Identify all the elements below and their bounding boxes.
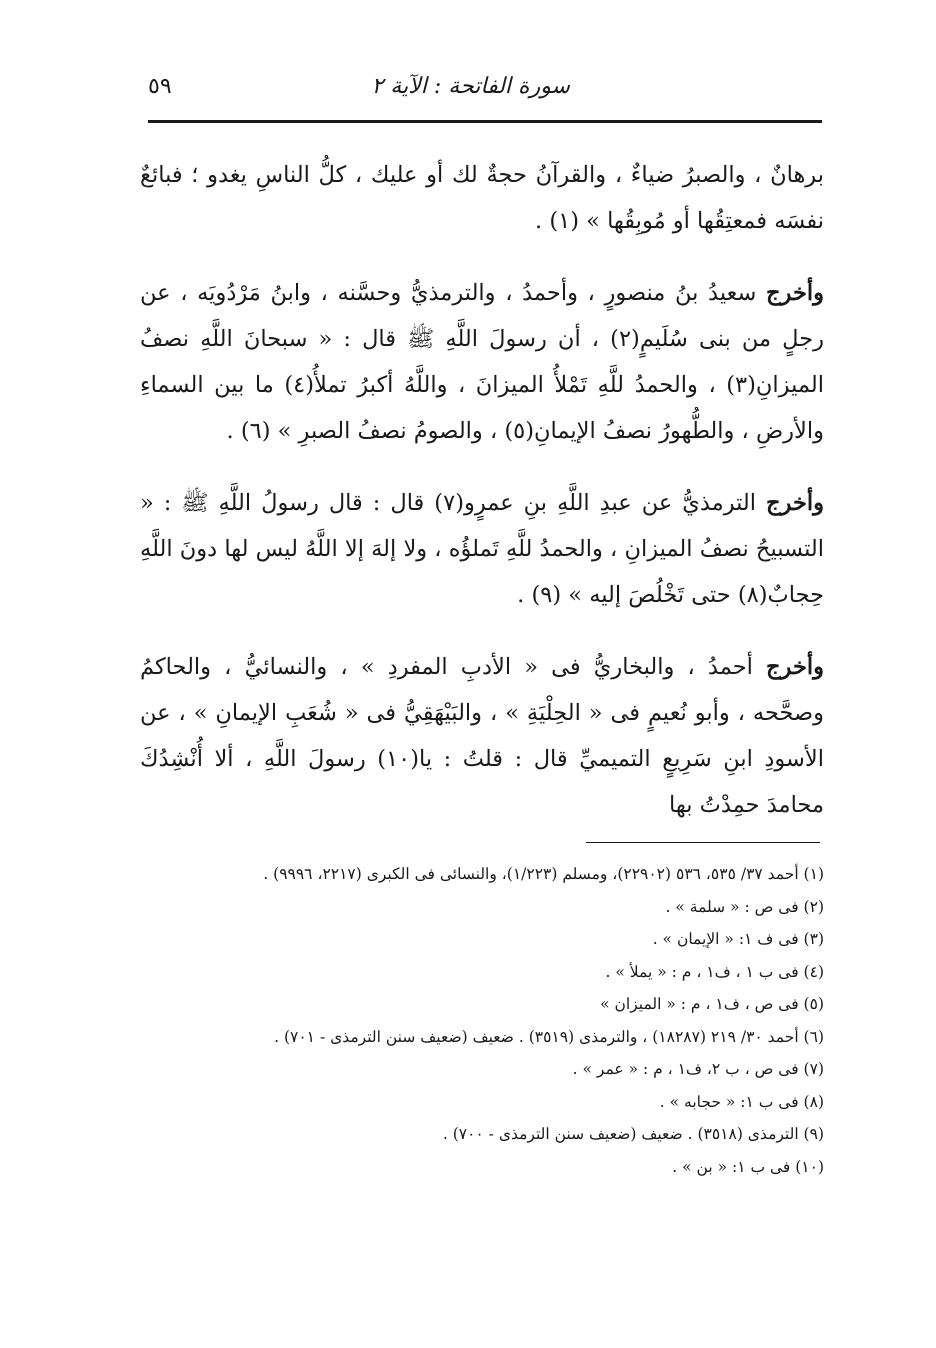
footnote-2: (٢) فى ص : « سلمة » . bbox=[665, 897, 824, 916]
paragraph-end: (٦) . bbox=[226, 418, 271, 444]
footnote-4: (٤) فى ب ١ ، ف١ ، م : « يملأ » . bbox=[605, 962, 824, 981]
footnote-10: (١٠) فى ب ١: « بن » . bbox=[672, 1157, 824, 1176]
header-rule bbox=[148, 120, 822, 123]
running-title: سورة الفاتحة : الآية ٢ bbox=[371, 74, 570, 99]
paragraph-lead: وأخرج bbox=[766, 654, 824, 680]
footnote-6: (٦) أحمد ٣٠/ ٢١٩ (١٨٢٨٧) ، والترمذى (٣٥١٩) . ضعيف (ضعيف سنن الترمذى - ٧٠١) . bbox=[274, 1027, 824, 1046]
footnotes bbox=[140, 858, 824, 1183]
paragraph-end: (٩) . bbox=[517, 582, 562, 608]
page-number: ٥٩ bbox=[148, 74, 172, 99]
paragraph-4 bbox=[140, 644, 824, 828]
footnote-rule bbox=[586, 842, 820, 843]
paragraph-1 bbox=[140, 152, 824, 244]
footnote-9: (٩) الترمذى (٣٥١٨) . ضعيف (ضعيف سنن الترمذى - ٧٠٠) . bbox=[442, 1125, 824, 1143]
footnote-1: (١) أحمد ٣٧/ ٥٣٥، ٥٣٦ (٢٢٩٠٢)، ومسلم (١/٢٢٣)، والنسائى فى الكبرى (٢٢١٧، ٩٩٩٦) . bbox=[263, 865, 824, 883]
paragraph-text: سعيدُ بنُ منصورٍ ، وأحمدُ ، والترمذيُّ وحسَّنه ، وابنُ مَرْدُويَه ، عن رجلٍ من بنى سُلَيمٍ(٢) ، أن رسولَ اللَّهِ ﷺ قال : « سبحانَ اللَّهِ نصفُ الميزانِ(٣) ، والحمدُ للَّهِ تَمْلأُ الميزانَ ، واللَّهُ أكبرُ تملأُ(٤) ما بين السماءِ والأرضِ ، والطُّهورُ نصفُ الإيمانِ(٥) ، والصومُ نصفُ الصبرِ » bbox=[140, 280, 824, 444]
paragraph-lead: وأخرج bbox=[766, 280, 824, 306]
paragraph-text: الترمذيُّ عن عبدِ اللَّهِ بنِ عمرٍو(٧) قال : قال رسولُ اللَّهِ ﷺ : « التسبيحُ نصفُ الميزانِ ، والحمدُ للَّهِ تَملؤُه ، ولا إلهَ إلا اللَّهُ ليس لها دونَ اللَّهِ حِجابٌ(٨) حتى تَخْلُصَ إليه » bbox=[140, 490, 824, 608]
main-text bbox=[140, 152, 824, 854]
paragraph-text: أحمدُ ، والبخاريُّ فى « الأدبِ المفردِ » ، والنسائيُّ ، والحاكمُ وصحَّحه ، وأبو نُعيمٍ فى « الحِلْيَةِ » ، والبَيْهَقِيُّ فى « شُعَبِ الإيمانِ » ، عن الأسودِ ابنِ سَرِيعٍ التميميِّ قال : قلتُ : يا(١٠) رسولَ اللَّهِ ، ألا أُنْشِدُكَ محامدَ حمِدْتُ بها bbox=[140, 654, 824, 818]
footnote-7: (٧) فى ص ، ب ٢، ف١ ، م : « عمر » . bbox=[572, 1060, 824, 1078]
footnote-5: (٥) فى ص ، ف١ ، م : « الميزان » bbox=[600, 995, 824, 1013]
paragraph-2 bbox=[140, 270, 824, 454]
paragraph-text: برهانٌ ، والصبرُ ضياءٌ ، والقرآنُ حجةٌ لك أو عليك ، كلُّ الناسِ يغدو ؛ فبائعٌ نفسَه فمعتِقُها أو مُوبِقُها » bbox=[140, 162, 824, 234]
paragraph-lead: وأخرج bbox=[766, 490, 824, 516]
paragraph-end: (١) . bbox=[535, 208, 579, 234]
footnote-8: (٨) فى ب ١: « حجابه » . bbox=[659, 1092, 824, 1111]
footnote-3: (٣) فى ف ١: « الإيمان » . bbox=[652, 930, 824, 948]
paragraph-3 bbox=[140, 480, 824, 618]
page-header bbox=[148, 72, 820, 108]
